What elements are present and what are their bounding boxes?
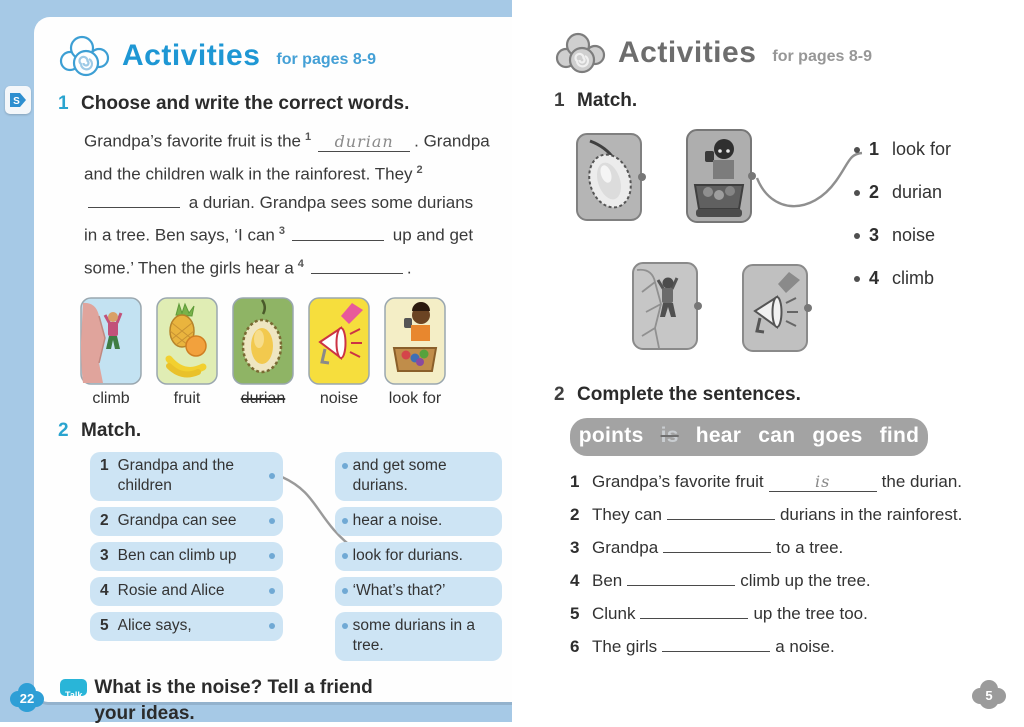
left-header — [58, 31, 502, 81]
match-item-number: 1 — [100, 456, 109, 474]
page-number-right — [970, 678, 1008, 710]
activity1-heading — [58, 93, 502, 115]
sentence-row-5 — [570, 600, 1006, 624]
match-right-item-4[interactable] — [335, 577, 502, 606]
blank-ref-3: 3 — [278, 225, 286, 238]
r-activity1-number: 1 — [554, 90, 565, 111]
sentence-blank[interactable] — [663, 534, 771, 553]
picture-match-exercise — [554, 126, 1006, 372]
sentence-number: 5 — [570, 604, 580, 623]
word-number: 3 — [869, 225, 880, 245]
sentence-pre: The girls — [592, 637, 658, 656]
word-bank-item[interactable]: find — [879, 424, 920, 447]
sentence-text — [592, 600, 868, 624]
word-bank — [570, 418, 928, 456]
blank-ref-4: 4 — [297, 257, 304, 270]
match-exercise — [90, 452, 502, 661]
picture-card-durian[interactable] — [576, 133, 642, 221]
word-number: 4 — [869, 268, 880, 288]
card-label: fruit — [173, 389, 201, 407]
talk-prompt — [60, 675, 390, 727]
sentence-blank[interactable] — [667, 501, 775, 520]
sentence-post: the durian. — [881, 472, 963, 491]
sentence-number: 2 — [570, 505, 580, 524]
climb-illustration-icon — [80, 297, 142, 385]
match-right-item-1[interactable] — [335, 452, 502, 501]
sentence-number: 3 — [570, 538, 580, 557]
sentence-number: 4 — [570, 571, 580, 590]
r-activity2-title: Complete the sentences. — [577, 384, 801, 405]
match-item-text: Grandpa can see — [117, 511, 237, 529]
sentence-blank[interactable] — [627, 567, 735, 586]
match-left-item-5[interactable] — [90, 612, 283, 641]
match-item-text: Alice says, — [117, 616, 192, 634]
sentence-post: durians in the rainforest. — [779, 505, 963, 524]
sentence-pre: They can — [592, 505, 662, 524]
handwritten-answer: durian — [334, 131, 394, 151]
word-card-climb[interactable] — [80, 297, 142, 408]
story-seg: . Grandpa and the children walk in the rainforest. They — [84, 131, 490, 184]
match-dot[interactable] — [269, 623, 275, 629]
sentence-post: up the tree too. — [753, 604, 868, 623]
match-item-text: Ben can climb up — [117, 546, 237, 564]
fruit-illustration-icon — [156, 297, 218, 385]
talk-badge-icon: Talk — [60, 679, 87, 696]
word-text: climb — [892, 268, 935, 288]
match-item-number: 3 — [100, 546, 109, 564]
sentence-blank[interactable] — [769, 473, 877, 492]
match-dot[interactable] — [342, 553, 348, 559]
r-activity2-heading — [554, 384, 1006, 406]
sentence-pre: Grandpa’s favorite fruit — [592, 472, 764, 491]
story-seg: up and get some.’ Then the girls hear a — [84, 225, 474, 278]
match-item-text: some durians in a tree. — [352, 616, 475, 654]
svg-text:5: 5 — [985, 688, 993, 703]
sentence-pre: Clunk — [592, 604, 636, 623]
word-dot[interactable] — [854, 190, 860, 196]
card-label: look for — [388, 389, 442, 407]
talk-text: What is the noise? Tell a friend your ideas. — [94, 676, 373, 724]
word-bank-item[interactable]: can — [758, 424, 796, 447]
match-right-item-5[interactable] — [335, 612, 502, 661]
page-number-left — [8, 681, 46, 713]
picture-dot[interactable] — [748, 172, 756, 180]
svg-text:22: 22 — [19, 691, 35, 706]
sentence-number: 6 — [570, 637, 580, 656]
match-word-4[interactable] — [854, 267, 951, 290]
sentence-post: to a tree. — [776, 538, 844, 557]
match-word-2[interactable] — [854, 181, 951, 204]
story-blank-3[interactable] — [292, 222, 384, 241]
cloud-swirl-icon-gray — [554, 31, 608, 75]
right-page — [512, 0, 1024, 722]
story-blank-2[interactable] — [88, 189, 180, 208]
word-bank-item[interactable]: hear — [695, 424, 742, 447]
sentence-pre: Grandpa — [592, 538, 659, 557]
sentence-number: 1 — [570, 472, 580, 491]
look-for-illustration-icon — [384, 297, 446, 385]
blank-ref-1: 1 — [305, 131, 312, 143]
story-seg: . — [406, 258, 412, 278]
match-item-number: 4 — [100, 581, 109, 599]
sentence-blank[interactable] — [640, 600, 748, 619]
word-number: 1 — [869, 139, 880, 159]
picture-dot[interactable] — [638, 173, 646, 181]
match-dot[interactable] — [342, 463, 348, 469]
match-word-3[interactable] — [854, 224, 951, 247]
activity2-title: Match. — [81, 419, 142, 441]
word-dot[interactable] — [854, 147, 860, 153]
page-title: Activities — [122, 39, 261, 72]
activity1-title: Choose and write the correct words. — [81, 93, 410, 114]
page-title: Activities — [618, 36, 757, 69]
story-blank-1[interactable] — [318, 133, 410, 152]
picture-dot[interactable] — [694, 302, 702, 310]
picture-match-words — [854, 138, 951, 290]
sentence-row-6 — [570, 633, 1006, 657]
cloud-swirl-icon — [58, 34, 112, 78]
word-dot[interactable] — [854, 276, 860, 282]
word-cards-row — [80, 297, 502, 408]
complete-sentences-list — [570, 472, 1006, 657]
r-activity1-title: Match. — [577, 90, 638, 111]
match-item-number: 2 — [100, 511, 109, 529]
match-item-text: hear a noise. — [352, 511, 443, 529]
word-bank-item-struck[interactable]: is — [660, 424, 679, 447]
sentence-text — [592, 534, 843, 558]
word-card-fruit[interactable] — [156, 297, 218, 408]
card-label-struck: durian — [240, 389, 286, 407]
match-right-item-2[interactable] — [335, 507, 502, 536]
megaphone-gray-illustration-icon — [742, 264, 808, 352]
left-page — [0, 0, 512, 722]
match-dot[interactable] — [269, 473, 275, 479]
match-dot[interactable] — [342, 623, 348, 629]
word-text: durian — [892, 182, 943, 202]
story-blank-4[interactable] — [311, 255, 403, 274]
match-dot[interactable] — [342, 588, 348, 594]
right-header — [554, 28, 1006, 78]
picture-card-look-for[interactable] — [686, 129, 752, 223]
r-activity1-heading — [554, 90, 1006, 112]
word-card-durian[interactable] — [232, 297, 294, 408]
match-item-number: 5 — [100, 616, 109, 634]
sentence-post: climb up the tree. — [740, 571, 871, 590]
picture-card-climb[interactable] — [632, 262, 698, 350]
match-dot[interactable] — [342, 518, 348, 524]
match-left-column — [90, 452, 283, 661]
sentence-text — [592, 472, 962, 492]
edge-tab[interactable] — [5, 86, 31, 114]
match-item-text: ‘What’s that?’ — [352, 581, 446, 599]
match-item-text: Rosie and Alice — [117, 581, 225, 599]
story-seg: Grandpa’s favorite fruit is the — [84, 131, 302, 151]
card-label: climb — [92, 389, 130, 407]
picture-card-noise[interactable] — [742, 264, 808, 352]
card-label: noise — [319, 389, 359, 407]
activity2-heading — [58, 420, 502, 442]
look-for-gray-illustration-icon — [686, 129, 752, 223]
match-left-item-4[interactable] — [90, 577, 283, 606]
match-left-item-2[interactable] — [90, 507, 283, 536]
activity2-number: 2 — [58, 419, 69, 441]
durian-gray-illustration-icon — [576, 133, 642, 221]
word-bank-item[interactable]: goes — [812, 424, 863, 447]
sentence-row-4 — [570, 567, 1006, 591]
sentence-text — [592, 567, 871, 591]
story-paragraph — [84, 123, 490, 283]
svg-text:S: S — [13, 96, 20, 107]
match-right-column — [335, 452, 502, 661]
sentence-blank[interactable] — [662, 633, 770, 652]
match-item-text: look for durians. — [352, 546, 463, 564]
match-dot[interactable] — [269, 553, 275, 559]
blank-ref-2: 2 — [416, 163, 423, 176]
sentence-row-2 — [570, 501, 1006, 525]
edge-tab-badge-icon — [8, 90, 28, 110]
word-number: 2 — [869, 182, 880, 202]
match-dot[interactable] — [269, 588, 275, 594]
left-page-sheet — [34, 17, 512, 724]
durian-illustration-icon — [232, 297, 294, 385]
activity1-number: 1 — [58, 93, 69, 114]
match-item-text: Grandpa and the children — [117, 456, 234, 494]
sentence-text — [592, 501, 962, 525]
handwritten-answer: is — [815, 472, 831, 491]
page-subtitle: for pages 8-9 — [276, 51, 376, 68]
megaphone-illustration-icon — [308, 297, 370, 385]
match-left-item-1[interactable] — [90, 452, 283, 501]
match-word-1[interactable] — [854, 138, 951, 161]
picture-dot[interactable] — [804, 304, 812, 312]
sentence-text — [592, 633, 835, 657]
word-dot[interactable] — [854, 233, 860, 239]
match-item-text: and get some durians. — [352, 456, 447, 494]
story-seg: a durian. Grandpa sees some durians in a tree. Ben says, ‘I can — [84, 193, 474, 245]
climb-gray-illustration-icon — [632, 262, 698, 350]
word-text: noise — [892, 225, 936, 245]
page-subtitle: for pages 8-9 — [772, 48, 872, 65]
r-activity2-number: 2 — [554, 384, 565, 405]
word-bank-item[interactable]: points — [578, 424, 644, 447]
match-left-item-3[interactable] — [90, 542, 283, 571]
word-text: look for — [892, 139, 952, 159]
sentence-row-3 — [570, 534, 1006, 558]
word-card-noise[interactable] — [308, 297, 370, 408]
sentence-row-1 — [570, 472, 1006, 492]
sentence-pre: Ben — [592, 571, 623, 590]
sentence-post: a noise. — [775, 637, 835, 656]
match-right-item-3[interactable] — [335, 542, 502, 571]
word-card-look-for[interactable] — [384, 297, 446, 408]
match-dot[interactable] — [269, 518, 275, 524]
